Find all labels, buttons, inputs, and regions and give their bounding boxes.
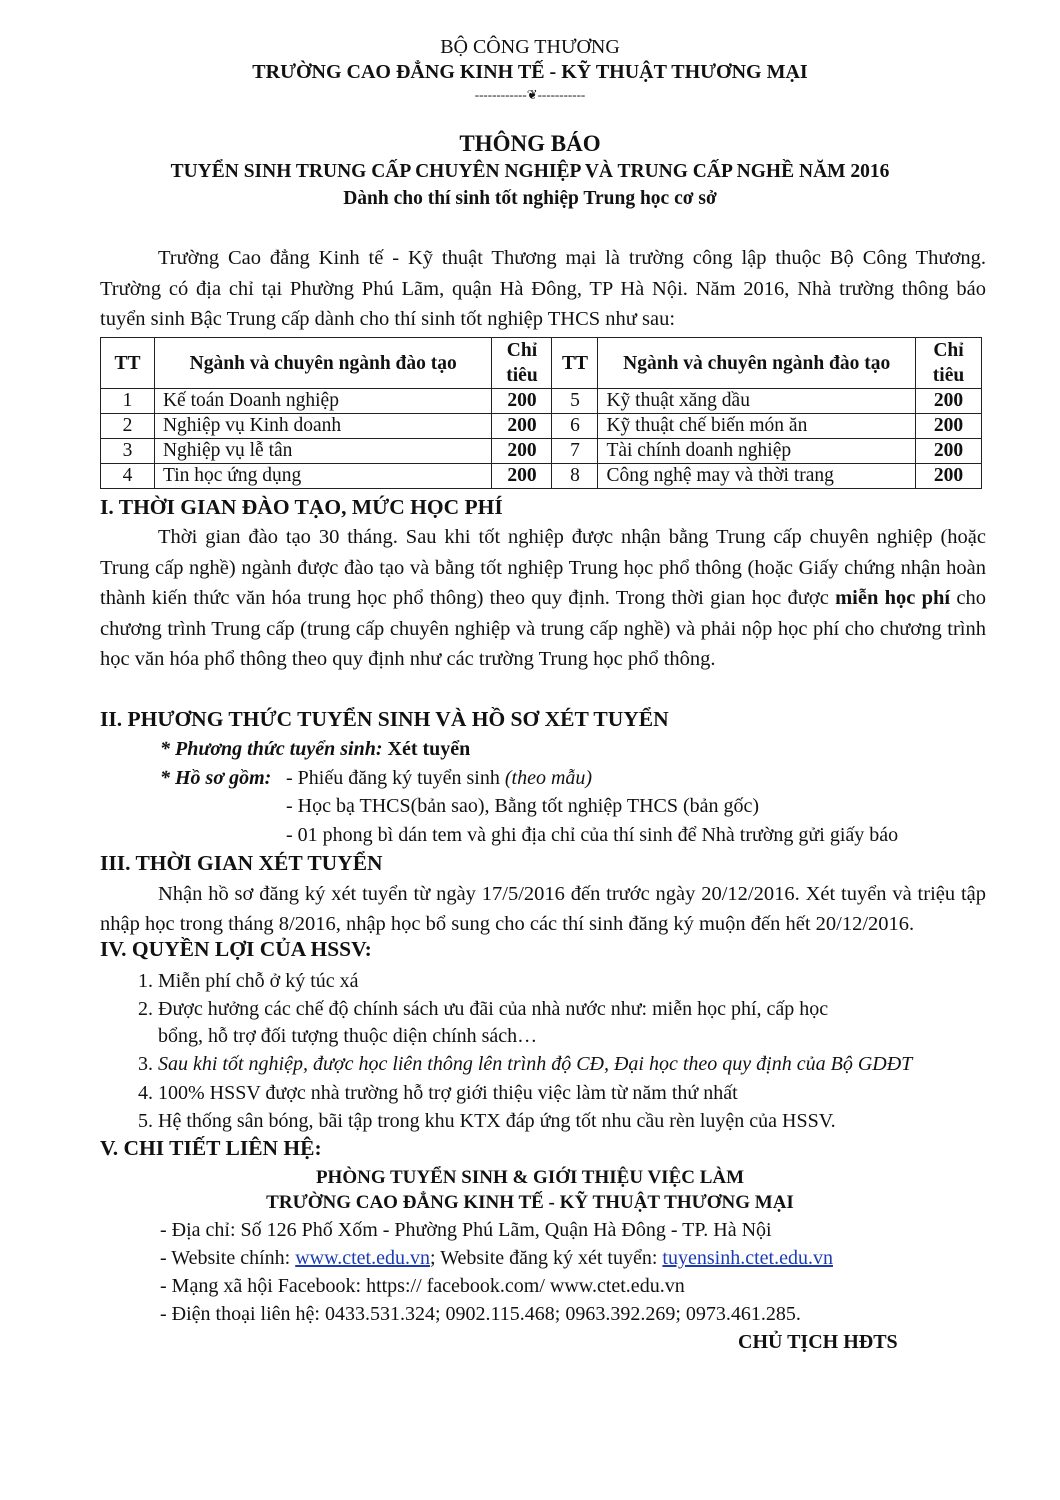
row-tt: 1 [101, 389, 155, 414]
quota-table [100, 337, 982, 489]
row-tt: 7 [552, 439, 598, 464]
intro-paragraph [100, 243, 986, 335]
col-tt: TT [552, 338, 598, 389]
benefit-item-2-cont: bổng, hỗ trợ đối tượng thuộc diện chính sách… [158, 1025, 538, 1047]
row-tt: 2 [101, 414, 155, 439]
row-major: Tài chính doanh nghiệp [598, 439, 916, 464]
section-heading-3: III. THỜI GIAN XÉT TUYỂN [100, 851, 383, 875]
contact-websites: - Website chính: www.ctet.edu.vn; Website đăng ký xét tuyển: tuyensinh.ctet.edu.vn [160, 1247, 833, 1269]
row-quota: 200 [492, 414, 552, 439]
row-major: Tin học ứng dụng [154, 464, 492, 489]
row-quota: 200 [915, 464, 981, 489]
table-row [101, 389, 982, 414]
intro-text: Trường Cao đẳng Kinh tế - Kỹ thuật Thương mại là trường công lập thuộc Bộ Công Thương. Trường có địa chỉ tại Phường Phú Lãm, quận Hà Đông, TP Hà Nội. Năm 2016, Nhà trường thông báo tuyển sinh Bậc Trung cấp dành cho thí sinh tốt nghiệp THCS như sau: [100, 247, 986, 330]
doc-item-3: - 01 phong bì dán tem và ghi địa chỉ của thí sinh để Nhà trường gửi giấy báo [286, 824, 899, 846]
notice-title: THÔNG BÁO [459, 131, 601, 156]
row-tt: 3 [101, 439, 155, 464]
section-heading-4: IV. QUYỀN LỢI CỦA HSSV: [100, 937, 372, 961]
table-row [101, 439, 982, 464]
contact-address: - Địa chỉ: Số 126 Phố Xốm - Phường Phú Lãm, Quận Hà Đông - TP. Hà Nội [160, 1219, 772, 1241]
header-divider: ------------❦----------- [474, 87, 586, 102]
row-tt: 4 [101, 464, 155, 489]
row-quota: 200 [492, 389, 552, 414]
section3-paragraph: Nhận hồ sơ đăng ký xét tuyển từ ngày 17/5/2016 đến trước ngày 20/12/2016. Xét tuyển và triệu tập nhập học trong tháng 8/2016, nhập học bổ sung cho các thí sinh đăng ký muộn đến hết 20/12/2016. [100, 883, 986, 935]
section-heading-5: V. CHI TIẾT LIÊN HỆ: [100, 1136, 322, 1160]
contact-office: PHÒNG TUYỂN SINH & GIỚI THIỆU VIỆC LÀM [315, 1167, 745, 1188]
row-quota: 200 [492, 439, 552, 464]
benefit-item-5: 5. Hệ thống sân bóng, bãi tập trong khu KTX đáp ứng tốt nhu cầu rèn luyện của HSSV. [138, 1110, 836, 1132]
ministry-name: BỘ CÔNG THƯƠNG [440, 36, 620, 58]
contact-facebook: - Mạng xã hội Facebook: https:// facebook.com/ www.ctet.edu.vn [160, 1275, 685, 1297]
benefit-item-1: 1. Miễn phí chỗ ở ký túc xá [138, 970, 359, 992]
contact-school: TRƯỜNG CAO ĐẲNG KINH TẾ - KỸ THUẬT THƯƠNG MẠI [266, 1192, 794, 1213]
doc-item-2: - Học bạ THCS(bản sao), Bằng tốt nghiệp THCS (bản gốc) [286, 795, 760, 817]
table-row [101, 464, 982, 489]
benefit-item-4: 4. 100% HSSV được nhà trường hỗ trợ giới thiệu việc làm từ năm thứ nhất [138, 1082, 738, 1104]
method-label: * Phương thức tuyển sinh: Xét tuyển [160, 738, 471, 760]
col-tt: TT [101, 338, 155, 389]
row-major: Kế toán Doanh nghiệp [154, 389, 492, 414]
notice-subtitle: TUYỂN SINH TRUNG CẤP CHUYÊN NGHIỆP VÀ TRUNG CẤP NGHỀ NĂM 2016 [170, 161, 890, 182]
col-quota: Chỉ tiêu [915, 338, 981, 389]
row-major: Kỹ thuật chế biến món ăn [598, 414, 916, 439]
registration-website-link[interactable]: tuyensinh.ctet.edu.vn [662, 1247, 833, 1269]
method-value: Xét tuyển [387, 738, 471, 760]
table-row [101, 414, 982, 439]
row-quota: 200 [915, 389, 981, 414]
row-major: Nghiệp vụ Kinh doanh [154, 414, 492, 439]
section-heading-1: I. THỜI GIAN ĐÀO TẠO, MỨC HỌC PHÍ [100, 495, 503, 519]
doc-item-1: - Phiếu đăng ký tuyển sinh (theo mẫu) [286, 767, 593, 789]
row-quota: 200 [915, 439, 981, 464]
main-website-link[interactable]: www.ctet.edu.vn [295, 1247, 430, 1269]
row-tt: 8 [552, 464, 598, 489]
col-major: Ngành và chuyên ngành đào tạo [154, 338, 492, 389]
section-heading-2: II. PHƯƠNG THỨC TUYỂN SINH VÀ HỒ SƠ XÉT TUYỂN [100, 707, 669, 731]
free-tuition-text: miễn học phí [835, 587, 951, 609]
benefit-item-3: 3. Sau khi tốt nghiệp, được học liên thông lên trình độ CĐ, Đại học theo quy định của Bộ GDĐT [138, 1053, 913, 1075]
col-major: Ngành và chuyên ngành đào tạo [598, 338, 916, 389]
row-quota: 200 [915, 414, 981, 439]
row-major: Kỹ thuật xăng dầu [598, 389, 916, 414]
row-major: Nghiệp vụ lễ tân [154, 439, 492, 464]
docs-label: * Hồ sơ gồm: [160, 767, 272, 789]
notice-audience: Dành cho thí sinh tốt nghiệp Trung học cơ sở [343, 188, 717, 209]
section1-paragraph: Thời gian đào tạo 30 tháng. Sau khi tốt nghiệp được nhận bằng Trung cấp chuyên nghiệp (hoặc Trung cấp nghề) ngành được đào tạo và bằng tốt nghiệp Trung học phổ thông (hoặc Giấy chứng nhận hoàn thành kiến thức văn hóa trung học phổ thông) theo quy định. Trong thời gian học được miễn học phí cho chương trình Trung cấp (trung cấp chuyên nghiệp và trung cấp nghề) và phải nộp học phí cho chương trình học văn hóa phổ thông theo quy định như các trường Trung học phổ thông. [100, 526, 986, 670]
contact-phone: - Điện thoại liên hệ: 0433.531.324; 0902.115.468; 0963.392.269; 0973.461.285. [160, 1303, 801, 1325]
row-quota: 200 [492, 464, 552, 489]
col-quota: Chỉ tiêu [492, 338, 552, 389]
row-tt: 6 [552, 414, 598, 439]
row-tt: 5 [552, 389, 598, 414]
row-major: Công nghệ may và thời trang [598, 464, 916, 489]
benefit-item-2: 2. Được hưởng các chế độ chính sách ưu đãi của nhà nước như: miễn học phí, cấp học [138, 998, 829, 1020]
table-header-row [101, 338, 982, 389]
signature-title: CHỦ TỊCH HĐTS [738, 1331, 898, 1353]
school-name: TRƯỜNG CAO ĐẲNG KINH TẾ - KỸ THUẬT THƯƠNG MẠI [252, 61, 808, 83]
